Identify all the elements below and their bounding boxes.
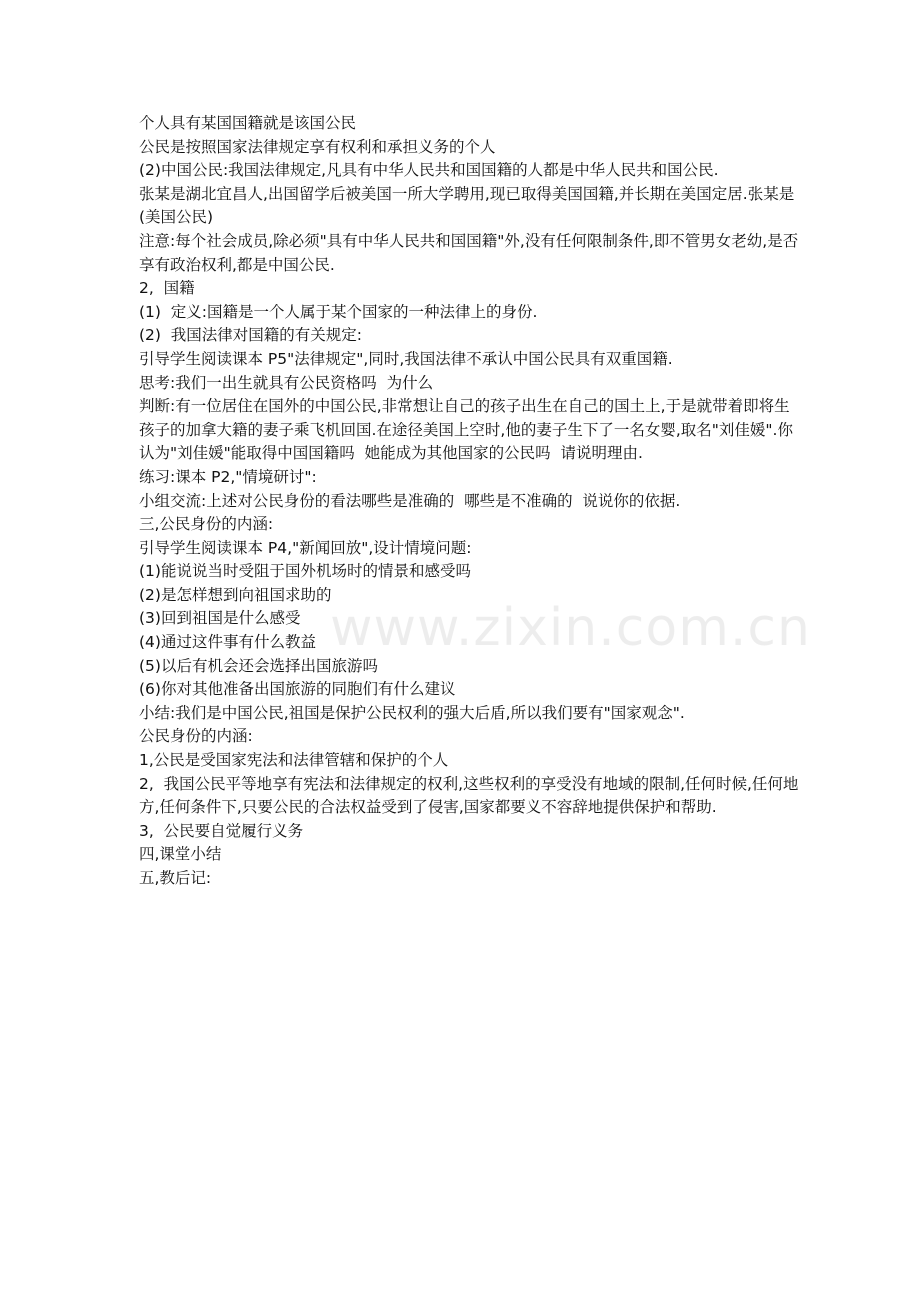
paragraph: 小结:我们是中国公民,祖国是保护公民权利的强大后盾,所以我们要有"国家观念". [139, 703, 685, 722]
paragraph: 练习:课本 P2,"情境研讨": [139, 467, 317, 486]
section-heading: 三,公民身份的内涵: [139, 515, 274, 534]
list-item: (3)回到祖国是什么感受 [139, 609, 301, 628]
list-item: (5)以后有机会还会选择出国旅游吗 [139, 656, 378, 675]
list-item: (4)通过这件事有什么教益 [139, 633, 316, 652]
list-item: (1)能说说当时受阻于国外机场时的情景和感受吗 [139, 562, 471, 581]
paragraph: 公民身份的内涵: [139, 727, 253, 746]
section-heading: 五,教后记: [139, 869, 212, 887]
paragraph: 公民是按照国家法律规定享有权利和承担义务的个人 [139, 137, 496, 156]
paragraph: 引导学生阅读课本 P4,"新闻回放",设计情境问题: [139, 538, 472, 557]
list-item: (2)是怎样想到向祖国求助的 [139, 585, 332, 604]
paragraph: 小组交流:上述对公民身份的看法哪些是准确的 哪些是不准确的 说说你的依据. [139, 491, 681, 510]
list-item: 2, 我国公民平等地享有宪法和法律规定的权利,这些权利的享受没有地域的限制,任何时候,任何地方,任何条件下,只要公民的合法权益受到了侵害,国家都要义不容辞地提供保护和帮助. [139, 774, 799, 817]
section-heading: 2, 国籍 [139, 279, 195, 298]
list-item: 1,公民是受国家宪法和法律管辖和保护的个人 [139, 751, 449, 770]
list-item: 3, 公民要自觉履行义务 [139, 821, 304, 840]
paragraph: 个人具有某国国籍就是该国公民 [139, 114, 357, 132]
paragraph: 判断:有一位居住在国外的中国公民,非常想让自己的孩子出生在自己的国土上,于是就带着即将生孩子的加拿大籍的妻子乘飞机回国.在途径美国上空时,他的妻子生下了一名女婴,取名"刘佳媛".你认为"刘佳媛"能取得中国国籍吗 她能成为其他国家的公民吗 请说明理由. [139, 397, 793, 463]
paragraph: 引导学生阅读课本 P5"法律规定",同时,我国法律不承认中国公民具有双重国籍. [139, 349, 673, 368]
paragraph: (1) 定义:国籍是一个人属于某个国家的一种法律上的身份. [139, 302, 538, 321]
watermark: www.zixin.com.cn [330, 598, 811, 658]
paragraph: 张某是湖北宜昌人,出国留学后被美国一所大学聘用,现已取得美国国籍,并长期在美国定居.张某是 (美国公民) [139, 184, 805, 227]
paragraph: (2)中国公民:我国法律规定,凡具有中华人民共和国国籍的人都是中华人民共和国公民. [139, 161, 719, 180]
section-heading: 四,课堂小结 [139, 845, 222, 864]
list-item: (6)你对其他准备出国旅游的同胞们有什么建议 [139, 680, 456, 699]
document-body [139, 112, 805, 891]
paragraph: 思考:我们一出生就具有公民资格吗 为什么 [139, 373, 434, 392]
paragraph: 注意:每个社会成员,除必须"具有中华人民共和国国籍"外,没有任何限制条件,即不管男女老幼,是否享有政治权利,都是中国公民. [139, 231, 799, 274]
paragraph: (2) 我国法律对国籍的有关规定: [139, 326, 363, 345]
